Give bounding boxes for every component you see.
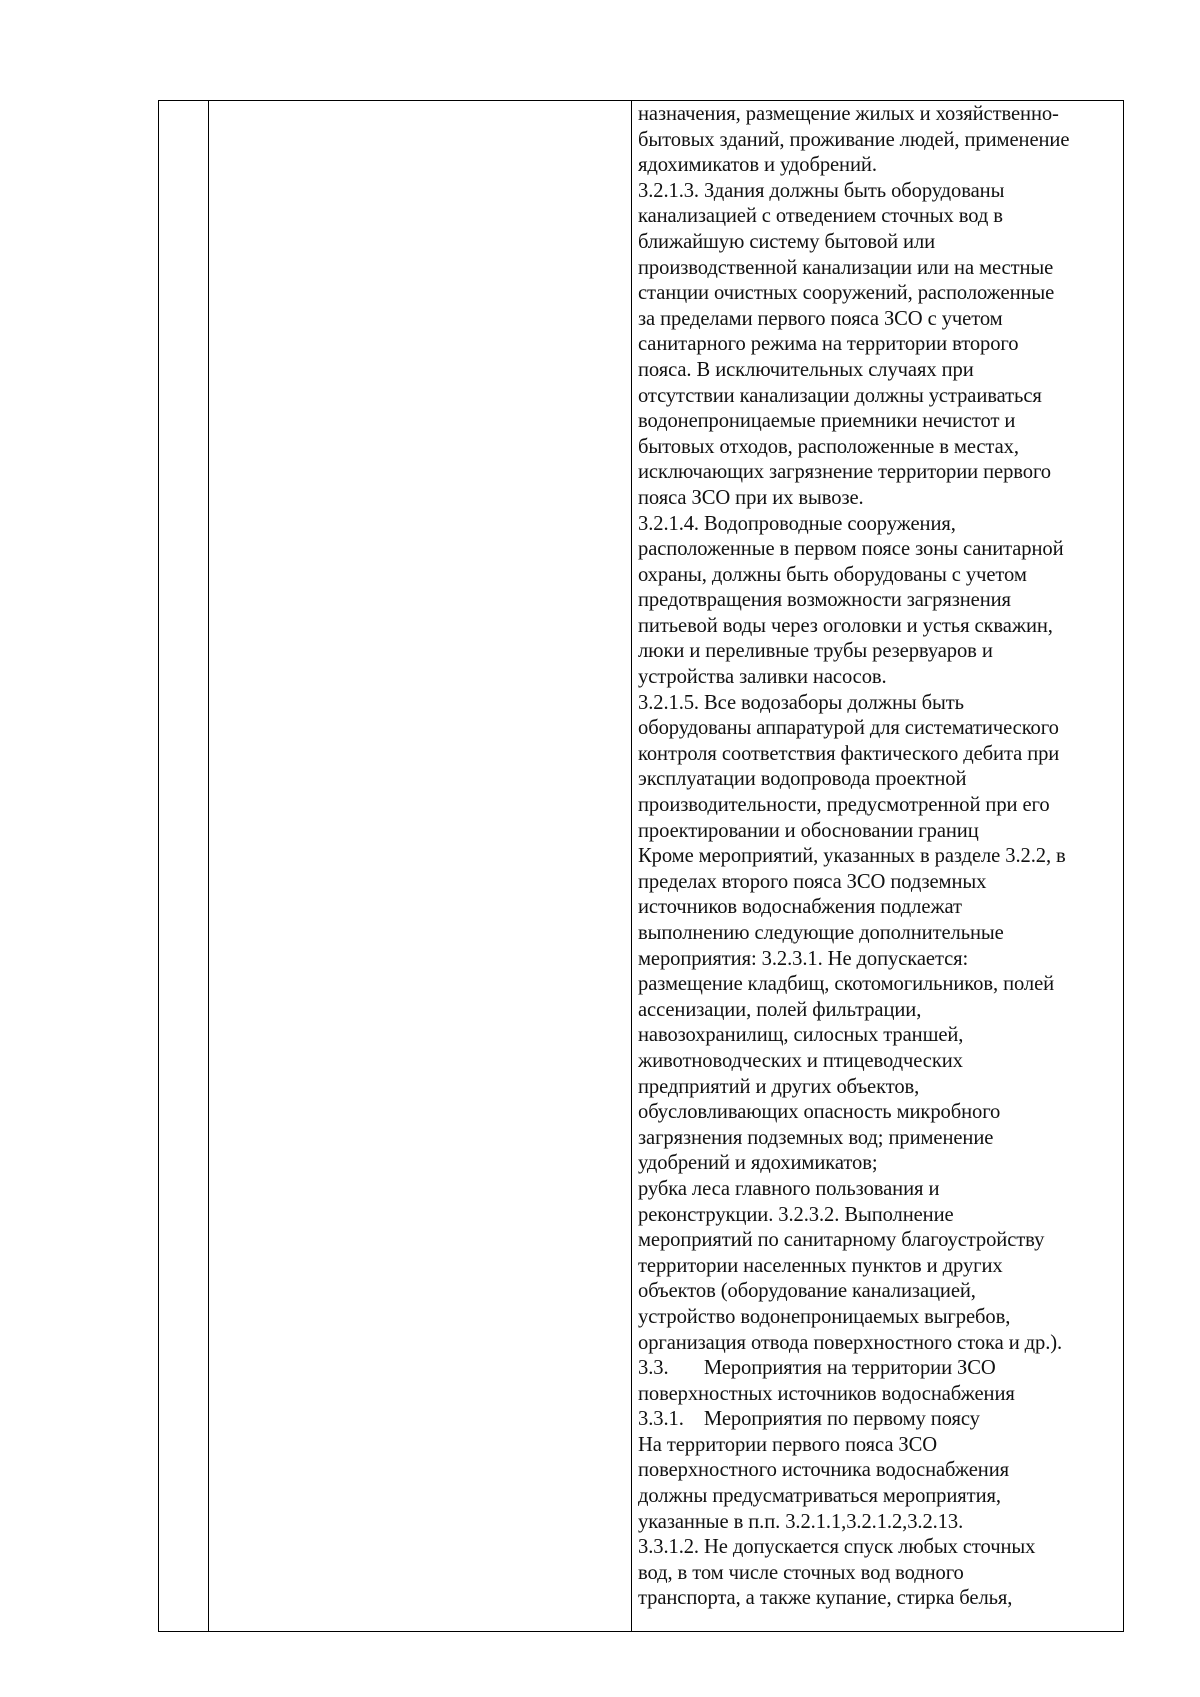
text-line: водонепроницаемые приемники нечистот и — [638, 410, 1016, 433]
text-line: оборудованы аппаратурой для систематического — [638, 717, 1059, 740]
text-line: проектировании и обосновании границ — [638, 819, 979, 842]
text-line: предприятий и других объектов, — [638, 1075, 920, 1098]
number-cell — [159, 101, 209, 1632]
text-line: отсутствии канализации должны устраиваться — [638, 384, 1042, 407]
text-line: источников водоснабжения подлежат — [638, 896, 962, 919]
text-line: 3.2.1.5. Все водозаборы должны быть — [638, 691, 964, 714]
text-line: производственной канализации или на местные — [638, 256, 1054, 279]
text-line: санитарного режима на территории второго — [638, 333, 1019, 356]
text-line: навозохранилищ, силосных траншей, — [638, 1024, 964, 1047]
text-line: поверхностных источников водоснабжения — [638, 1382, 1015, 1405]
document-table — [158, 100, 1124, 1632]
text-line: ядохимикатов и удобрений. — [638, 154, 877, 177]
text-line: пояса. В исключительных случаях при — [638, 358, 974, 381]
text-line: животноводческих и птицеводческих — [638, 1049, 963, 1072]
text-line: за пределами первого пояса ЗСО с учетом — [638, 307, 1003, 330]
text-line: транспорта, а также купание, стирка белья, — [638, 1587, 1013, 1610]
text-line: бытовых зданий, проживание людей, применение — [638, 128, 1070, 151]
text-line: объектов (оборудование канализацией, — [638, 1280, 976, 1303]
text-line: назначения, размещение жилых и хозяйственно- — [638, 103, 1059, 125]
text-line: организация отвода поверхностного стока и др.). — [638, 1331, 1063, 1354]
text-line: контроля соответствия фактического дебита при — [638, 742, 1060, 765]
text-line: эксплуатации водопровода проектной — [638, 768, 967, 791]
text-line: ближайшую систему бытовой или — [638, 230, 936, 253]
text-line: 3.2.1.3. Здания должны быть оборудованы — [638, 179, 1005, 202]
text-line: 3.3.1.2. Не допускается спуск любых сточных — [638, 1536, 1036, 1559]
text-line: Кроме мероприятий, указанных в разделе 3.2.2, в — [638, 845, 1066, 868]
text-line: рубка леса главного пользования и — [638, 1177, 940, 1200]
text-line: 3.3. Мероприятия на территории ЗСО — [638, 1357, 996, 1380]
text-line: бытовых отходов, расположенные в местах, — [638, 435, 1019, 458]
text-line: загрязнения подземных вод; применение — [638, 1126, 994, 1149]
text-line: 3.3.1. Мероприятия по первому поясу — [638, 1408, 980, 1431]
text-line: указанные в п.п. 3.2.1.1,3.2.1.2,3.2.13. — [638, 1510, 964, 1533]
text-line: выполнению следующие дополнительные — [638, 922, 1004, 944]
text-line: мероприятия: 3.2.3.1. Не допускается: — [638, 947, 969, 970]
text-line: территории населенных пунктов и других — [638, 1254, 1003, 1277]
text-line: мероприятий по санитарному благоустройству — [638, 1229, 1045, 1252]
text-line: охраны, должны быть оборудованы с учетом — [638, 563, 1027, 586]
text-line: исключающих загрязнение территории первого — [638, 461, 1052, 484]
text-line: пределах второго пояса ЗСО подземных — [638, 870, 987, 893]
text-line: расположенные в первом поясе зоны санитарной — [638, 538, 1064, 561]
text-line: поверхностного источника водоснабжения — [638, 1459, 1010, 1482]
text-line: вод, в том числе сточных вод водного — [638, 1561, 964, 1584]
text-line: ассенизации, полей фильтрации, — [638, 998, 922, 1021]
content-text — [638, 102, 1119, 1612]
text-line: реконструкции. 3.2.3.2. Выполнение — [638, 1203, 954, 1226]
text-line: производительности, предусмотренной при его — [638, 794, 1050, 817]
title-cell — [209, 101, 632, 1632]
text-line: удобрений и ядохимикатов; — [638, 1152, 878, 1175]
text-line: 3.2.1.4. Водопроводные сооружения, — [638, 512, 956, 535]
text-line: канализацией с отведением сточных вод в — [638, 205, 1003, 228]
text-line: На территории первого пояса ЗСО — [638, 1433, 938, 1456]
text-line: должны предусматриваться мероприятия, — [638, 1485, 1001, 1508]
text-line: пояса ЗСО при их вывозе. — [638, 486, 864, 509]
text-line: питьевой воды через оголовки и устья скважин, — [638, 614, 1053, 637]
table-row — [159, 101, 1124, 1632]
text-line: обусловливающих опасность микробного — [638, 1101, 1001, 1124]
text-line: люки и переливные трубы резервуаров и — [638, 640, 993, 663]
text-line: устройства заливки насосов. — [638, 666, 887, 689]
text-line: размещение кладбищ, скотомогильников, полей — [638, 973, 1055, 996]
text-line: станции очистных сооружений, расположенные — [638, 282, 1055, 305]
text-line: предотвращения возможности загрязнения — [638, 589, 1011, 612]
content-cell — [632, 101, 1124, 1632]
text-line: устройство водонепроницаемых выгребов, — [638, 1305, 1011, 1328]
